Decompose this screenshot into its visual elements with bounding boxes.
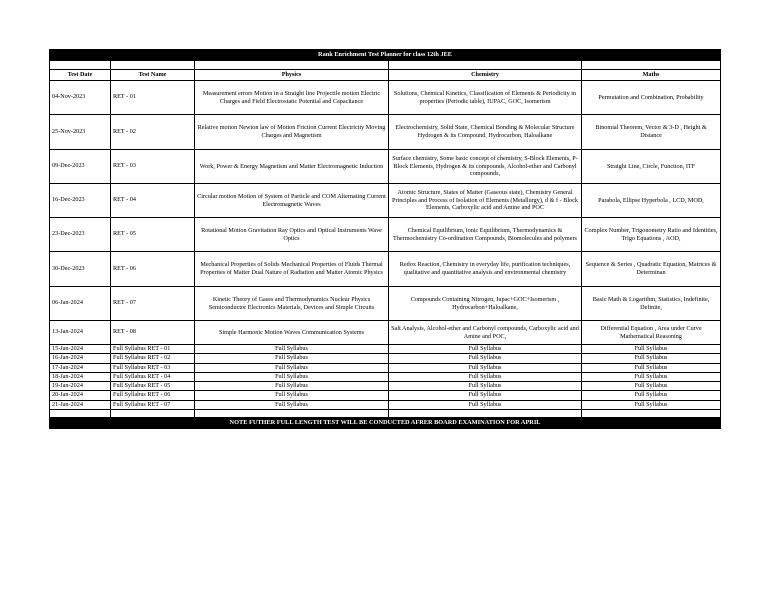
- title-row: [50, 50, 721, 61]
- physics-cell: Measurement errors Motion in a Straight line Projectile motion Electric Charges and Field Electrostatic Potential and Capacitance: [195, 81, 389, 115]
- ret-row: [50, 252, 721, 287]
- chemistry-cell: Redox Reaction, Chemistry in everyday life, purification techniques, qualitative and quantitative analysis and environmental chemistry: [389, 252, 582, 287]
- test-date-cell: 09-Dec-2023: [50, 150, 111, 184]
- header-test-name: Test Name: [111, 70, 195, 81]
- chemistry-cell: Atomic Structure, States of Matter (Gaseous state), Chemistry General Principles and Process of Isolation of Elements (Metallurgy), d & f - Block Elements, Carboxylic acid and Amine and POC: [389, 184, 582, 218]
- physics-cell: Simple Harmonic Motion Waves Communication Systems: [195, 321, 389, 345]
- empty-cell: [195, 410, 389, 418]
- physics-cell: Circular motion Motion of System of Particle and COM Alternating Current Electromagnetic Waves: [195, 184, 389, 218]
- chemistry-cell: Surface chemistry, Some basic concept of chemistry, S-Block Elements, P-Block Elements, Hydrogen & its compounds, Alcohol-ether and Carbonyl compounds,: [389, 150, 582, 184]
- spacer-row: [50, 61, 721, 70]
- chemistry-cell: Salt Analysis, Alcohol-ether and Carbonyl compounds, Carboxylic acid and Amine and POC,: [389, 321, 582, 345]
- test-name-cell: Full Syllabus RET - 07: [111, 400, 195, 409]
- chemistry-cell: Full Syllabus: [389, 382, 582, 391]
- test-date-cell: 21-Jan-2024: [50, 400, 111, 409]
- planner-table-body: [50, 50, 721, 429]
- test-name-cell: Full Syllabus RET - 05: [111, 382, 195, 391]
- test-date-cell: 23-Dec-2023: [50, 218, 111, 252]
- header-chemistry: Chemistry: [389, 70, 582, 81]
- chemistry-cell: Compounds Containing Nitrogen, Iupac+GOC+Isomerism , Hydrocarbon+Haloalkane,: [389, 287, 582, 321]
- full-syllabus-row: [50, 382, 721, 391]
- test-name-cell: RET - 03: [111, 150, 195, 184]
- full-syllabus-row: [50, 400, 721, 409]
- full-syllabus-row: [50, 372, 721, 381]
- test-name-cell: RET - 02: [111, 115, 195, 150]
- test-name-cell: Full Syllabus RET - 01: [111, 345, 195, 354]
- full-syllabus-row: [50, 345, 721, 354]
- test-date-cell: 06-Jan-2024: [50, 287, 111, 321]
- maths-cell: Straight Line, Circle, Function, ITF: [582, 150, 721, 184]
- maths-cell: Full Syllabus: [582, 391, 721, 400]
- full-syllabus-row: [50, 354, 721, 363]
- test-name-cell: RET - 04: [111, 184, 195, 218]
- empty-cell: [50, 61, 111, 70]
- note-row: [50, 418, 721, 429]
- maths-cell: Sequence & Series , Quadratic Equation, Matrices & Determinan: [582, 252, 721, 287]
- ret-row: [50, 218, 721, 252]
- chemistry-cell: Full Syllabus: [389, 391, 582, 400]
- chemistry-cell: Full Syllabus: [389, 372, 582, 381]
- empty-cell: [582, 61, 721, 70]
- ret-row: [50, 150, 721, 184]
- empty-cell: [582, 410, 721, 418]
- ret-row: [50, 321, 721, 345]
- gap-row: [50, 410, 721, 418]
- maths-cell: Permutation and Combination, Probability: [582, 81, 721, 115]
- physics-cell: Full Syllabus: [195, 363, 389, 372]
- physics-cell: Full Syllabus: [195, 372, 389, 381]
- chemistry-cell: Chemical Equilibrium, ionic Equilibrium, Thermodynamics & Thermochemistry Co-ordination Compounds, Biomolecules and polymers: [389, 218, 582, 252]
- physics-cell: Kinetic Theory of Gases and Thermodynamics Nuclear Physics Semiconductor Electronics Materials, Devices and Simple Circuits: [195, 287, 389, 321]
- ret-row: [50, 184, 721, 218]
- test-date-cell: 15-Jan-2024: [50, 345, 111, 354]
- ret-row: [50, 287, 721, 321]
- page-title: Rank Enrichment Test Planner for class 12th JEE: [50, 50, 721, 61]
- test-date-cell: 30-Dec-2023: [50, 252, 111, 287]
- maths-cell: Full Syllabus: [582, 400, 721, 409]
- header-maths: Maths: [582, 70, 721, 81]
- chemistry-cell: Full Syllabus: [389, 363, 582, 372]
- test-name-cell: Full Syllabus RET - 04: [111, 372, 195, 381]
- ret-row: [50, 115, 721, 150]
- maths-cell: Full Syllabus: [582, 345, 721, 354]
- empty-cell: [111, 61, 195, 70]
- test-name-cell: Full Syllabus RET - 02: [111, 354, 195, 363]
- maths-cell: Differential Equation , Area under Curve Mathematical Reasoning: [582, 321, 721, 345]
- header-physics: Physics: [195, 70, 389, 81]
- maths-cell: Full Syllabus: [582, 363, 721, 372]
- chemistry-cell: Full Syllabus: [389, 354, 582, 363]
- test-date-cell: 16-Jan-2024: [50, 354, 111, 363]
- maths-cell: Basic Math & Logarithm, Statistics, Indefinite, Definite,: [582, 287, 721, 321]
- test-name-cell: RET - 06: [111, 252, 195, 287]
- maths-cell: Full Syllabus: [582, 354, 721, 363]
- test-name-cell: RET - 05: [111, 218, 195, 252]
- physics-cell: Full Syllabus: [195, 400, 389, 409]
- empty-cell: [50, 410, 111, 418]
- test-date-cell: 13-Jan-2024: [50, 321, 111, 345]
- test-date-cell: 19-Jan-2024: [50, 382, 111, 391]
- maths-cell: Parabola, Ellipse Hyperbola , LCD, MOD,: [582, 184, 721, 218]
- physics-cell: Full Syllabus: [195, 391, 389, 400]
- physics-cell: Work, Power & Energy Magnetism and Matter Electromagnetic Induction: [195, 150, 389, 184]
- chemistry-cell: Full Syllabus: [389, 400, 582, 409]
- empty-cell: [195, 61, 389, 70]
- planner-sheet: [49, 49, 720, 429]
- maths-cell: Full Syllabus: [582, 382, 721, 391]
- chemistry-cell: Electrochemistry, Solid State, Chemical Bonding & Molecular Structure Hydrogen & its Compound, Hydrocarbon, Haloalkane: [389, 115, 582, 150]
- test-date-cell: 04-Nov-2023: [50, 81, 111, 115]
- physics-cell: Full Syllabus: [195, 345, 389, 354]
- maths-cell: Complex Number, Trigonometry Ratio and Identities, Trigo Equations , AOD,: [582, 218, 721, 252]
- ret-row: [50, 81, 721, 115]
- header-row: [50, 70, 721, 81]
- note-text: NOTE FUTHER FULL LENGTH TEST WILL BE CONDUCTED AFRER BOARD EXAMINATION FOR APRIL: [50, 418, 721, 429]
- test-date-cell: 16-Dec-2023: [50, 184, 111, 218]
- maths-cell: Binomial Theorem, Vector & 3-D , Height & Distance: [582, 115, 721, 150]
- test-date-cell: 20-Jan-2024: [50, 391, 111, 400]
- chemistry-cell: Full Syllabus: [389, 345, 582, 354]
- test-date-cell: 25-Nov-2023: [50, 115, 111, 150]
- header-test-date: Test Date: [50, 70, 111, 81]
- test-name-cell: RET - 01: [111, 81, 195, 115]
- test-date-cell: 17-Jan-2024: [50, 363, 111, 372]
- test-name-cell: RET - 07: [111, 287, 195, 321]
- full-syllabus-row: [50, 363, 721, 372]
- planner-table: [49, 49, 721, 429]
- physics-cell: Rotational Motion Gravitation Ray Optics and Optical Instruments Wave Optics: [195, 218, 389, 252]
- full-syllabus-row: [50, 391, 721, 400]
- empty-cell: [111, 410, 195, 418]
- test-name-cell: Full Syllabus RET - 06: [111, 391, 195, 400]
- empty-cell: [389, 61, 582, 70]
- maths-cell: Full Syllabus: [582, 372, 721, 381]
- chemistry-cell: Solutions, Chemical Kinetics, Classification of Elements & Periodicity in properties (Periodic table), IUPAC, GOC, Isomerism: [389, 81, 582, 115]
- physics-cell: Mechanical Properties of Solids Mechanical Properties of Fluids Thermal Properties of Matter Dual Nature of Radiation and Matter Atomic Physics: [195, 252, 389, 287]
- test-name-cell: RET - 08: [111, 321, 195, 345]
- empty-cell: [389, 410, 582, 418]
- test-date-cell: 18-Jan-2024: [50, 372, 111, 381]
- test-name-cell: Full Syllabus RET - 03: [111, 363, 195, 372]
- physics-cell: Full Syllabus: [195, 382, 389, 391]
- physics-cell: Full Syllabus: [195, 354, 389, 363]
- physics-cell: Relative motion Newton law of Motion Friction Current Electricity Moving Charges and Magnetism: [195, 115, 389, 150]
